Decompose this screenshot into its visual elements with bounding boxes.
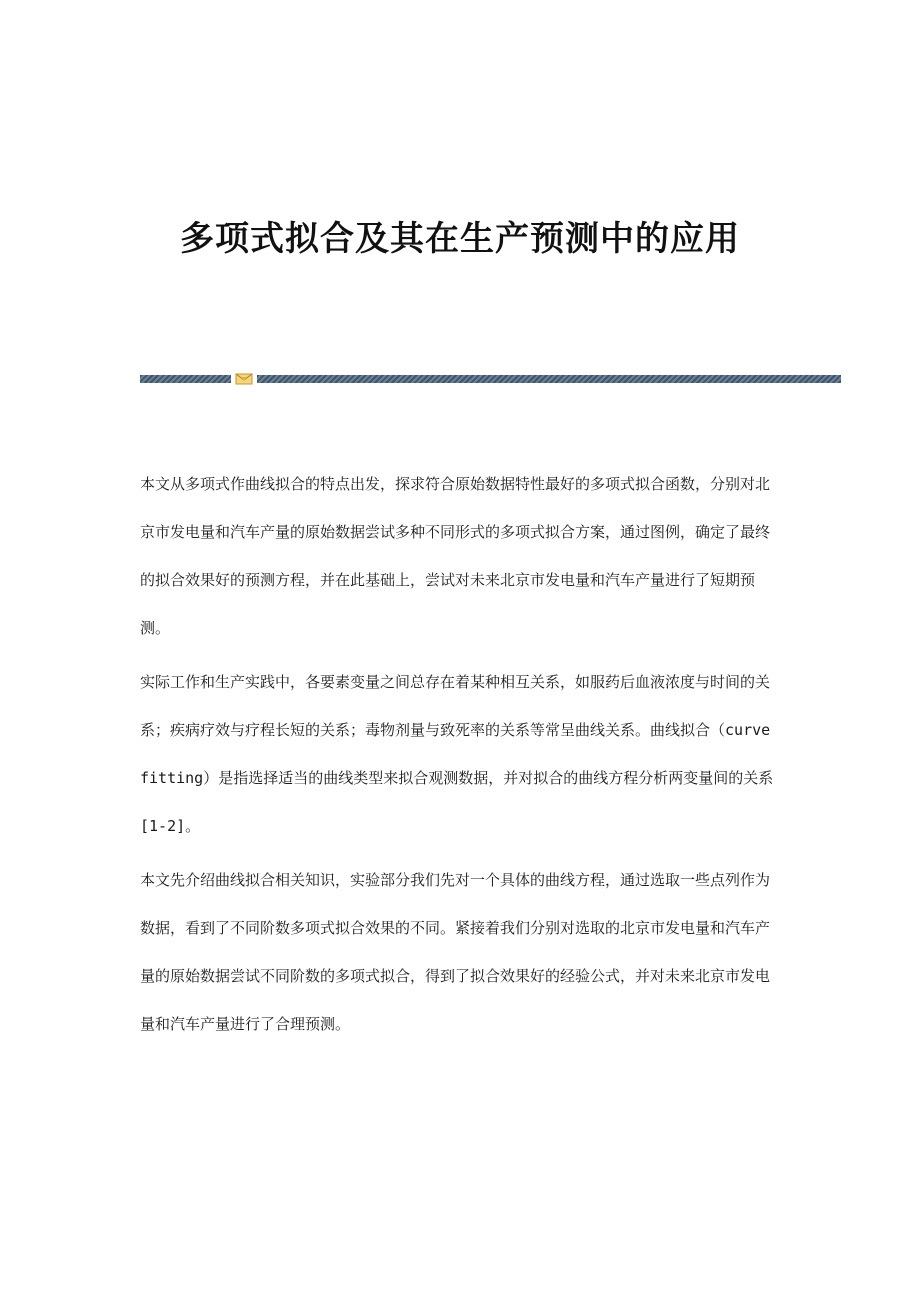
paragraph-background: 实际工作和生产实践中，各要素变量之间总存在着某种相互关系，如服药后血液浓度与时间的关系；疾病疗效与疗程长短的关系；毒物剂量与致死率的关系等常呈曲线关系。曲线拟合（curve fitting）是指选择适当的曲线类型来拟合观测数据，并对拟合的曲线方程分析两变量间的关系[1-2]。 — [140, 673, 774, 835]
divider-bar-right — [257, 375, 841, 383]
divider-bar-left — [140, 375, 231, 383]
paragraph-abstract: 本文从多项式作曲线拟合的特点出发，探求符合原始数据特性最好的多项式拟合函数，分别对北京市发电量和汽车产量的原始数据尝试多种不同形式的多项式拟合方案，通过图例，确定了最终的拟合效果好的预测方程，并在此基础上，尝试对未来北京市发电量和汽车产量进行了短期预测。 — [140, 475, 771, 637]
title-divider — [140, 374, 841, 384]
document-body — [140, 460, 780, 1054]
document-title: 多项式拟合及其在生产预测中的应用 — [180, 219, 740, 259]
envelope-ornament-icon — [235, 373, 253, 385]
paragraph-outline: 本文先介绍曲线拟合相关知识，实验部分我们先对一个具体的曲线方程，通过选取一些点列作为数据，看到了不同阶数多项式拟合效果的不同。紧接着我们分别对选取的北京市发电量和汽车产量的原始数据尝试不同阶数的多项式拟合，得到了拟合效果好的经验公式，并对未来北京市发电量和汽车产量进行了合理预测。 — [140, 871, 771, 1033]
